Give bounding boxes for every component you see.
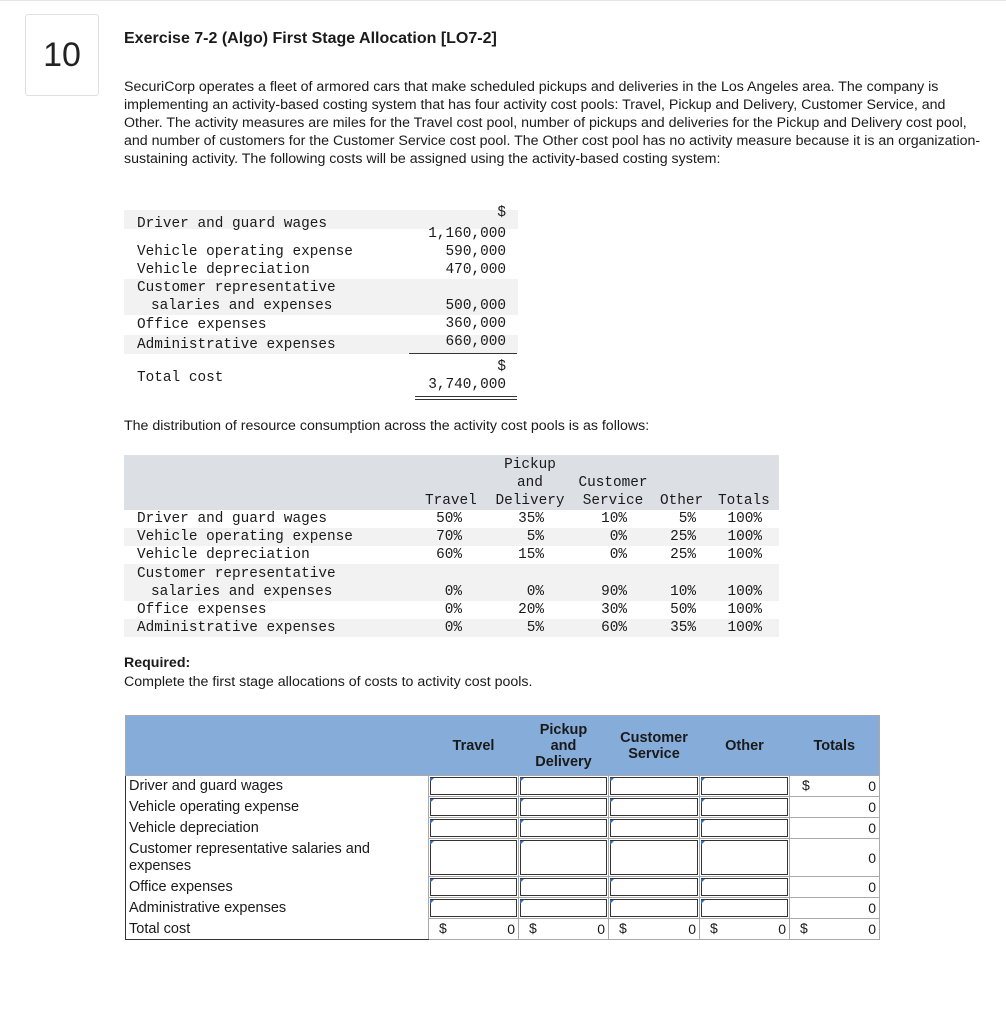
customer-cell [609,797,700,818]
travel-cell [429,877,519,898]
dist-row-label: Customer representative [137,566,336,582]
answer-row-label [126,839,429,877]
customer-input[interactable] [610,819,698,837]
dist-customer: 30% [601,602,627,618]
cost-amount: 360,000 [445,316,506,332]
customer-cell [609,818,700,839]
other-total-cell [700,919,790,940]
distribution-intro: The distribution of resource consumption across the activity cost pools is as follows: [124,418,650,434]
grand-total-cell [790,919,880,940]
answer-header-pickup-line: Pickup [539,721,588,738]
pickup-cell [519,839,609,877]
required-text: Complete the first stage allocations of costs to activity cost pools. [124,674,533,690]
cost-label: Office expenses [137,317,267,333]
dist-travel: 0% [444,584,462,600]
answer-header-other [700,716,790,776]
dist-header-totals: Totals [718,493,770,509]
dist-total: 100% [727,511,762,527]
dist-total: 100% [727,602,762,618]
cost-label: Vehicle operating expense [137,244,353,260]
pickup-input[interactable] [520,878,607,896]
dist-header-other: Other [660,493,704,509]
answer-row-label: Vehicle operating expense [126,797,429,818]
other-input[interactable] [701,840,788,875]
travel-cell [429,797,519,818]
row-total-value: 0 [868,900,876,916]
other-input[interactable] [701,878,788,896]
row-total-cell [790,818,880,839]
cost-label-cont: salaries and expenses [151,298,333,314]
dist-travel: 0% [444,620,462,636]
dist-header-travel: Travel [425,493,477,509]
other-cell [700,839,790,877]
other-total-value: 0 [778,921,786,937]
dist-header-customer: Service [582,493,644,509]
answer-row-label: Administrative expenses [126,898,429,919]
travel-total-value: 0 [507,921,515,937]
dist-customer: 0% [609,547,627,563]
top-divider [0,0,1006,1]
required-heading: Required: [124,655,191,671]
dist-header-pickup: Delivery [495,493,565,509]
pickup-input[interactable] [520,819,607,837]
row-total-value: 0 [868,799,876,815]
customer-total-value: 0 [688,921,696,937]
travel-input[interactable] [430,878,517,896]
dist-customer: 10% [601,511,627,527]
dist-pickup: 20% [518,602,544,618]
answer-header-totals-text: Totals [813,737,856,754]
cost-label: Customer representative [137,280,336,296]
customer-input[interactable] [610,840,698,875]
dist-other: 35% [670,620,696,636]
other-input[interactable] [701,798,788,816]
currency-symbol: $ [800,920,808,936]
customer-cell [609,898,700,919]
cost-amount: 590,000 [445,244,506,260]
dist-other: 25% [670,529,696,545]
cost-amount: 500,000 [445,298,506,314]
subtotal-underline [409,353,517,354]
dist-pickup: 35% [518,511,544,527]
answer-header-pickup-line: Delivery [535,753,592,770]
total-cost-amount: 3,740,000 [428,377,506,393]
total-cost-label: Total cost [137,370,224,386]
dist-header-pickup: and [517,475,543,491]
dist-total: 100% [727,547,762,563]
pickup-input[interactable] [520,777,607,795]
answer-header-travel-text: Travel [452,737,495,754]
answer-header-other-text: Other [725,737,764,754]
dist-total: 100% [727,584,762,600]
customer-input[interactable] [610,798,698,816]
answer-header-pickup-line: and [550,737,577,754]
dist-customer: 90% [601,584,627,600]
travel-cell [429,818,519,839]
pickup-cell [519,877,609,898]
customer-total-cell [609,919,700,940]
travel-input[interactable] [430,840,517,875]
row-total-cell [790,898,880,919]
cost-amount: 1,160,000 [428,226,506,242]
pickup-cell [519,797,609,818]
pickup-cell [519,898,609,919]
currency-symbol: $ [802,777,810,793]
dist-other: 25% [670,547,696,563]
customer-cell [609,776,700,797]
total-cost-row-label: Total cost [126,919,429,940]
problem-intro: SecuriCorp operates a fleet of armored cars that make scheduled pickups and deliveries in the Los Angeles area. The company is implementing an activity-based costing system that has four activity cost pools: Travel, Pickup and Delivery, Customer Service, and Other. The activity measures are miles for the Travel cost pool, number of pickups and deliveries for the Pickup and Delivery cost pool, and number of customers for the Customer Service cost pool. The Other cost pool has no activity measure because it is an organization-sustaining activity. The following costs will be assigned using the activity-based costing system: [124,79,981,167]
dist-other: 10% [670,584,696,600]
travel-cell [429,898,519,919]
customer-input[interactable] [610,878,698,896]
dist-row-label: Administrative expenses [137,620,336,636]
dist-total: 100% [727,620,762,636]
answer-row-label-line: expenses [129,857,192,874]
answer-header-customer-line: Service [628,745,680,762]
row-total-cell [790,877,880,898]
row-total-value: 0 [868,778,876,794]
other-cell [700,818,790,839]
answer-header-blank [126,716,429,776]
other-input[interactable] [701,899,788,917]
travel-total-cell [429,919,519,940]
currency-symbol: $ [529,920,537,936]
other-cell [700,898,790,919]
customer-input[interactable] [610,777,698,795]
dist-travel: 0% [444,602,462,618]
customer-cell [609,839,700,877]
other-cell [700,776,790,797]
dist-customer: 0% [609,529,627,545]
cost-label: Vehicle depreciation [137,262,310,278]
dist-pickup: 5% [526,529,544,545]
row-total-value: 0 [868,820,876,836]
row-total-value: 0 [868,849,876,866]
answer-header-totals [790,716,880,776]
dist-pickup: 0% [526,584,544,600]
dist-header-pickup: Pickup [504,457,556,473]
row-total-cell [790,797,880,818]
answer-header-pickup [519,716,609,776]
travel-input[interactable] [430,819,517,837]
currency-symbol: $ [619,920,627,936]
dist-row-label: Vehicle operating expense [137,529,353,545]
answer-row-label: Vehicle depreciation [126,818,429,839]
dist-row-label: Office expenses [137,602,267,618]
row-total-value: 0 [868,879,876,895]
currency-symbol: $ [710,920,718,936]
dist-header-customer: Customer [578,475,648,491]
pickup-cell [519,818,609,839]
dist-row-label: Driver and guard wages [137,511,327,527]
travel-cell [429,839,519,877]
cost-label: Administrative expenses [137,337,336,353]
travel-input[interactable] [430,798,517,816]
pickup-input[interactable] [520,798,607,816]
travel-cell [429,776,519,797]
dist-other: 50% [670,602,696,618]
other-cell [700,797,790,818]
dist-row-label-cont: salaries and expenses [151,584,333,600]
pickup-input[interactable] [520,840,607,875]
pickup-cell [519,776,609,797]
other-input[interactable] [701,819,788,837]
travel-input[interactable] [430,777,517,795]
answer-header-travel [429,716,519,776]
dist-customer: 60% [601,620,627,636]
grand-total-value: 0 [868,921,876,937]
dist-pickup: 5% [526,620,544,636]
exercise-title: Exercise 7-2 (Algo) First Stage Allocation [LO7-2] [124,30,497,47]
cost-label: Driver and guard wages [137,216,327,232]
total-currency: $ [497,359,506,375]
pickup-input[interactable] [520,899,607,917]
pickup-total-cell [519,919,609,940]
total-double-underline [415,396,517,400]
currency-symbol: $ [439,920,447,936]
answer-header-customer-line: Customer [620,729,688,746]
answer-row-label: Driver and guard wages [126,776,429,797]
row-total-cell [790,839,880,877]
answer-row-label-line: Customer representative salaries and [129,840,370,857]
dist-travel: 60% [436,547,462,563]
dist-other: 5% [678,511,696,527]
dist-pickup: 15% [518,547,544,563]
dist-row-label: Vehicle depreciation [137,547,310,563]
cost-amount: 470,000 [445,262,506,278]
answer-header-customer [609,716,700,776]
other-cell [700,877,790,898]
other-input[interactable] [701,777,788,795]
cost-amount: 660,000 [445,334,506,350]
question-number: 10 [25,14,99,96]
answer-row-label: Office expenses [126,877,429,898]
dist-travel: 50% [436,511,462,527]
row-total-cell [790,776,880,797]
pickup-total-value: 0 [597,921,605,937]
dist-travel: 70% [436,529,462,545]
cost-currency: $ [497,205,506,221]
dist-total: 100% [727,529,762,545]
travel-input[interactable] [430,899,517,917]
customer-cell [609,877,700,898]
customer-input[interactable] [610,899,698,917]
answer-table [125,715,880,940]
